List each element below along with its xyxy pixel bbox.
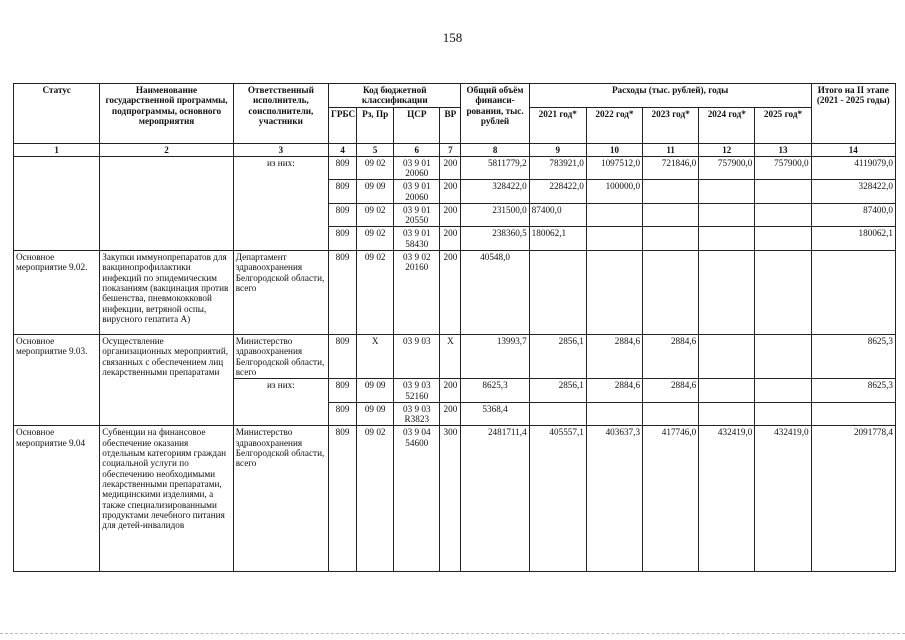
grbs-cell: 809 xyxy=(329,379,357,403)
column-number: 2 xyxy=(100,143,233,156)
y2024-cell xyxy=(699,227,755,251)
vr-cell: 200 xyxy=(440,379,461,403)
y2024-cell xyxy=(699,402,755,426)
csr-cell: 03 9 03 R3823 xyxy=(394,402,440,426)
total-cell: 5811779,2 xyxy=(461,156,529,180)
header-name: Наименование государственной программы, подпрограммы, основного мероприятия xyxy=(100,84,233,144)
y2025-cell xyxy=(755,251,811,335)
header-2023: 2023 год* xyxy=(643,107,699,143)
grbs-cell: 809 xyxy=(329,180,357,204)
column-number: 1 xyxy=(14,143,100,156)
vr-cell: 200 xyxy=(440,203,461,227)
vr-cell: 200 xyxy=(440,251,461,335)
y2024-cell xyxy=(699,203,755,227)
grbs-cell: 809 xyxy=(329,203,357,227)
vr-cell: 200 xyxy=(440,180,461,204)
column-number: 10 xyxy=(586,143,642,156)
y2022-cell: 100000,0 xyxy=(586,180,642,204)
grbs-cell: 809 xyxy=(329,227,357,251)
column-number: 13 xyxy=(755,143,811,156)
rzpr-cell: 09 02 xyxy=(357,251,394,335)
header-status: Статус xyxy=(14,84,100,144)
y2024-cell xyxy=(699,251,755,335)
column-number: 14 xyxy=(811,143,895,156)
y2021-cell: 180062,1 xyxy=(529,227,586,251)
y2021-cell: 228422,0 xyxy=(529,180,586,204)
total-cell: 5368,4 xyxy=(461,402,529,426)
header-2022: 2022 год* xyxy=(586,107,642,143)
header-rzpr: Рз, Пр xyxy=(357,107,394,143)
y2023-cell xyxy=(643,203,699,227)
grbs-cell: 809 xyxy=(329,251,357,335)
executor-cell: Департамент здравоохранения Белгородской области, всего xyxy=(233,251,328,335)
page-edge-line xyxy=(0,633,905,634)
column-number: 5 xyxy=(357,143,394,156)
csr-cell: 03 9 04 54600 xyxy=(394,426,440,572)
column-number: 6 xyxy=(394,143,440,156)
column-number: 11 xyxy=(643,143,699,156)
stage-total-cell: 180062,1 xyxy=(811,227,895,251)
vr-cell: 300 xyxy=(440,426,461,572)
stage-total-cell: 4119079,0 xyxy=(811,156,895,180)
header-vr: ВР xyxy=(440,107,461,143)
csr-cell: 03 9 01 20060 xyxy=(394,180,440,204)
header-csr: ЦСР xyxy=(394,107,440,143)
status-cell xyxy=(14,156,100,250)
rzpr-cell: 09 02 xyxy=(357,227,394,251)
total-cell: 13993,7 xyxy=(461,335,529,379)
total-cell: 238360,5 xyxy=(461,227,529,251)
csr-cell: 03 9 03 xyxy=(394,335,440,379)
total-cell: 328422,0 xyxy=(461,180,529,204)
column-number-row xyxy=(14,143,896,156)
y2021-cell: 2856,1 xyxy=(529,379,586,403)
y2021-cell: 783921,0 xyxy=(529,156,586,180)
header-total: Общий объём финанси-рования, тыс. рублей xyxy=(461,84,529,144)
y2022-cell: 1097512,0 xyxy=(586,156,642,180)
vr-cell: Х xyxy=(440,335,461,379)
vr-cell: 200 xyxy=(440,227,461,251)
table-row xyxy=(14,251,896,335)
rzpr-cell: 09 02 xyxy=(357,426,394,572)
y2023-cell: 417746,0 xyxy=(643,426,699,572)
grbs-cell: 809 xyxy=(329,335,357,379)
header-stage-total: Итого на II этапе (2021 - 2025 годы) xyxy=(811,84,895,144)
y2022-cell xyxy=(586,251,642,335)
total-cell: 2481711,4 xyxy=(461,426,529,572)
column-number: 12 xyxy=(699,143,755,156)
column-number: 9 xyxy=(529,143,586,156)
y2022-cell: 403637,3 xyxy=(586,426,642,572)
y2024-cell xyxy=(699,180,755,204)
y2024-cell xyxy=(699,379,755,403)
y2025-cell xyxy=(755,203,811,227)
rzpr-cell: 09 02 xyxy=(357,203,394,227)
header-2025: 2025 год* xyxy=(755,107,811,143)
y2022-cell: 2884,6 xyxy=(586,335,642,379)
page-number: 158 xyxy=(442,30,463,45)
csr-cell: 03 9 01 58430 xyxy=(394,227,440,251)
y2023-cell xyxy=(643,402,699,426)
executor-cell xyxy=(233,402,328,426)
y2021-cell: 2856,1 xyxy=(529,335,586,379)
csr-cell: 03 9 01 20550 xyxy=(394,203,440,227)
table-row xyxy=(14,156,896,180)
column-number: 4 xyxy=(329,143,357,156)
grbs-cell: 809 xyxy=(329,426,357,572)
y2021-cell xyxy=(529,402,586,426)
stage-total-cell: 8625,3 xyxy=(811,335,895,379)
table-row xyxy=(14,335,896,379)
rzpr-cell: 09 09 xyxy=(357,180,394,204)
y2022-cell xyxy=(586,402,642,426)
header-executor: Ответственный исполнитель, соисполнители, участники xyxy=(233,84,328,144)
header-2021: 2021 год* xyxy=(529,107,586,143)
y2025-cell: 757900,0 xyxy=(755,156,811,180)
stage-total-cell xyxy=(811,251,895,335)
y2025-cell: 432419,0 xyxy=(755,426,811,572)
budget-table xyxy=(13,83,896,572)
y2021-cell: 87400,0 xyxy=(529,203,586,227)
name-cell: Закупки иммунопрепаратов для вакцинопрофилактики инфекций по эпидемическим показаниям (вакцинация против бешенства, пневмококковой инфекции, ветряной оспы, вирусного гепатита А) xyxy=(100,251,233,335)
total-cell: 231500,0 xyxy=(461,203,529,227)
y2025-cell xyxy=(755,335,811,379)
sub-label: из них: xyxy=(233,379,328,403)
y2022-cell: 2884,6 xyxy=(586,379,642,403)
y2023-cell: 2884,6 xyxy=(643,379,699,403)
name-cell: Субвенции на финансовое обеспечение оказания отдельным категориям граждан социальной услуги по обеспечению необходимыми лекарственными препаратами, медицинскими изделиями, а также специализированными продуктами лечебного питания для детей-инвалидов xyxy=(100,426,233,572)
y2025-cell xyxy=(755,379,811,403)
y2021-cell xyxy=(529,251,586,335)
y2021-cell: 405557,1 xyxy=(529,426,586,572)
y2025-cell xyxy=(755,180,811,204)
y2023-cell xyxy=(643,251,699,335)
grbs-cell: 809 xyxy=(329,156,357,180)
sub-label: из них: xyxy=(233,156,328,180)
stage-total-cell: 2091778,4 xyxy=(811,426,895,572)
header-expenses: Расходы (тыс. рублей), годы xyxy=(529,84,811,108)
executor-cell xyxy=(233,180,328,204)
executor-cell xyxy=(233,203,328,227)
status-cell: Основное мероприятие 9.03. xyxy=(14,335,100,426)
column-number: 7 xyxy=(440,143,461,156)
y2025-cell xyxy=(755,402,811,426)
y2023-cell xyxy=(643,227,699,251)
table-row xyxy=(14,426,896,572)
header-grbs: ГРБС xyxy=(329,107,357,143)
csr-cell: 03 9 03 52160 xyxy=(394,379,440,403)
y2023-cell xyxy=(643,180,699,204)
rzpr-cell: 09 02 xyxy=(357,156,394,180)
stage-total-cell: 328422,0 xyxy=(811,180,895,204)
vr-cell: 200 xyxy=(440,156,461,180)
name-cell: Осуществление организационных мероприятий, связанных с обеспечением лиц лекарственными препаратами xyxy=(100,335,233,426)
csr-cell: 03 9 02 20160 xyxy=(394,251,440,335)
vr-cell: 200 xyxy=(440,402,461,426)
stage-total-cell xyxy=(811,402,895,426)
executor-cell: Министерство здравоохранения Белгородской области, всего xyxy=(233,335,328,379)
rzpr-cell: 09 09 xyxy=(357,402,394,426)
executor-cell xyxy=(233,227,328,251)
y2022-cell xyxy=(586,203,642,227)
rzpr-cell: 09 09 xyxy=(357,379,394,403)
header-2024: 2024 год* xyxy=(699,107,755,143)
total-cell: 40548,0 xyxy=(461,251,529,335)
grbs-cell: 809 xyxy=(329,402,357,426)
header-budget-code: Код бюджетной классификации xyxy=(329,84,461,108)
rzpr-cell: Х xyxy=(357,335,394,379)
status-cell: Основное мероприятие 9.02. xyxy=(14,251,100,335)
y2023-cell: 2884,6 xyxy=(643,335,699,379)
status-cell: Основное мероприятие 9.04 xyxy=(14,426,100,572)
total-cell: 8625,3 xyxy=(461,379,529,403)
column-number: 3 xyxy=(233,143,328,156)
csr-cell: 03 9 01 20060 xyxy=(394,156,440,180)
executor-cell: Министерство здравоохранения Белгородской области, всего xyxy=(233,426,328,572)
y2024-cell: 432419,0 xyxy=(699,426,755,572)
y2025-cell xyxy=(755,227,811,251)
name-cell xyxy=(100,156,233,250)
stage-total-cell: 87400,0 xyxy=(811,203,895,227)
y2024-cell xyxy=(699,335,755,379)
column-number: 8 xyxy=(461,143,529,156)
y2022-cell xyxy=(586,227,642,251)
y2023-cell: 721846,0 xyxy=(643,156,699,180)
y2024-cell: 757900,0 xyxy=(699,156,755,180)
stage-total-cell: 8625,3 xyxy=(811,379,895,403)
